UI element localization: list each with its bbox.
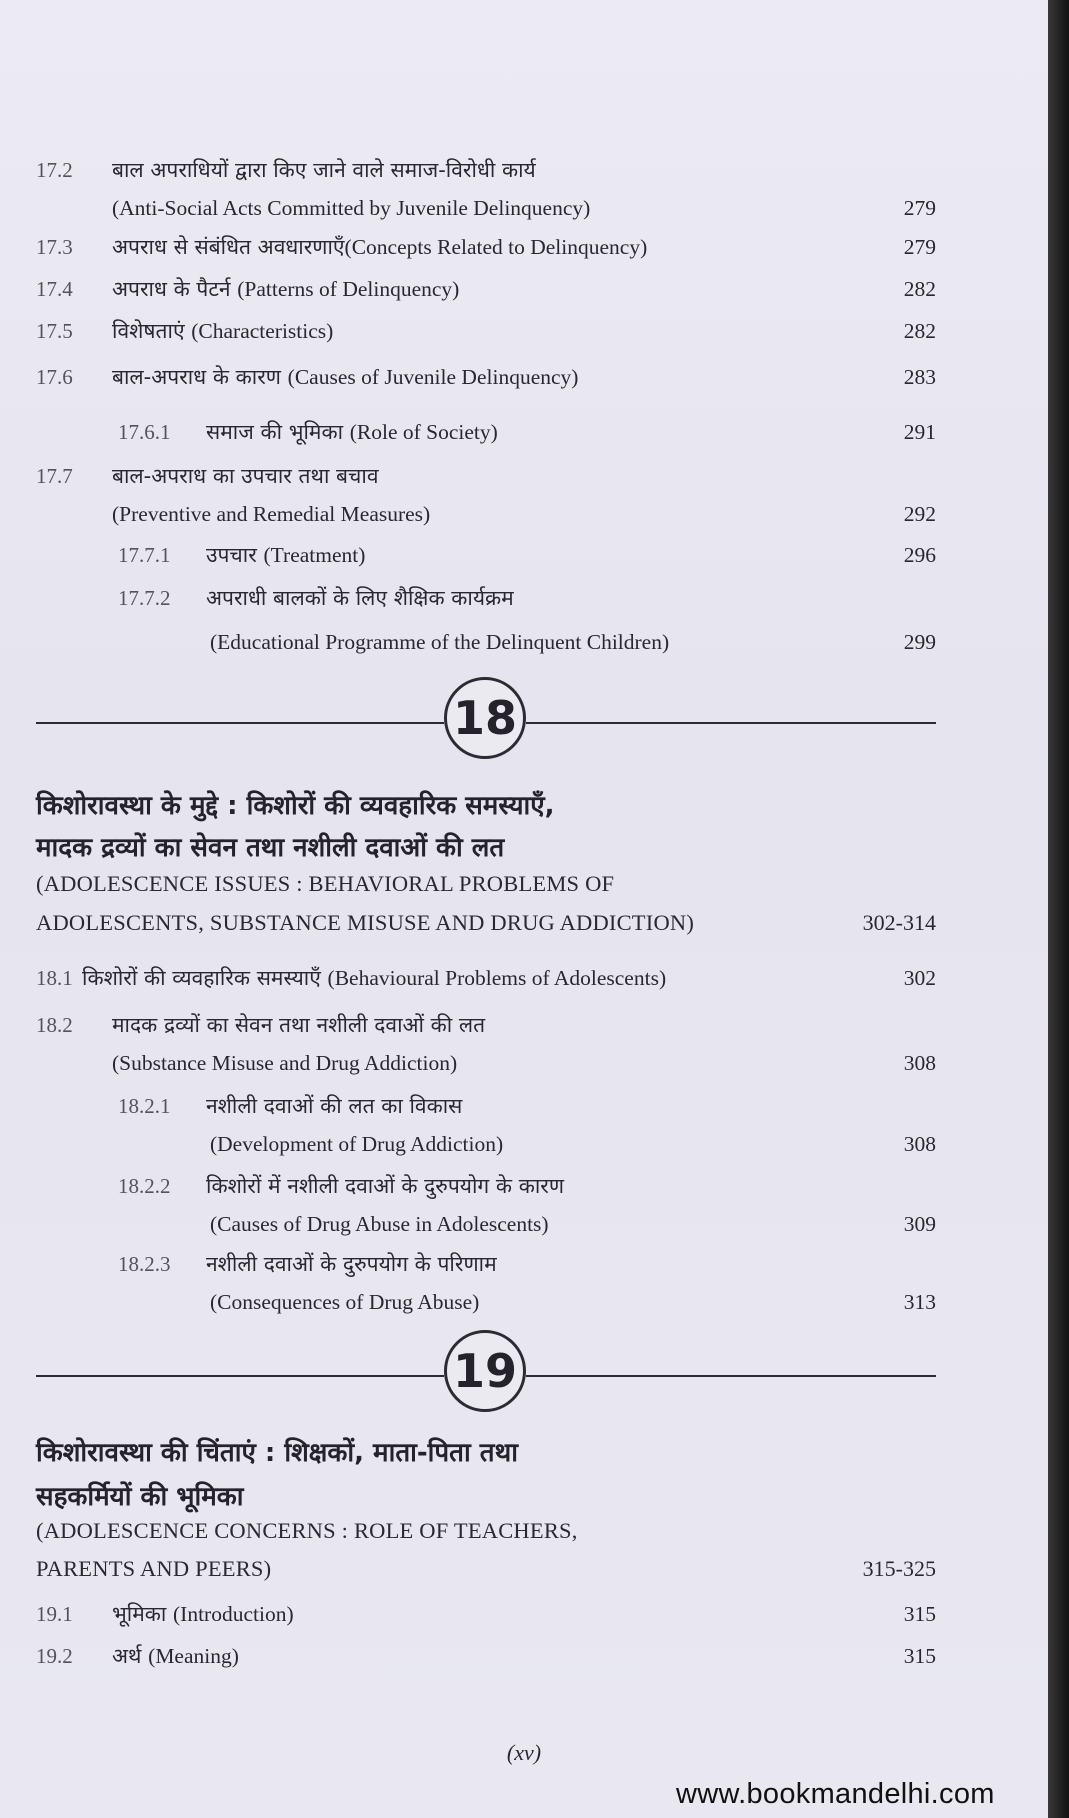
- entry-number: 17.4: [36, 277, 73, 301]
- entry-title-english: (Causes of Juvenile Delinquency): [287, 365, 579, 389]
- chapter-title-hindi: मादक द्रव्यों का सेवन तथा नशीली दवाओं की लत: [36, 833, 505, 863]
- entry-page-number: 291: [903, 420, 936, 444]
- entry-page-number: 283: [903, 365, 936, 389]
- entry-title-english: (Consequences of Drug Abuse): [210, 1290, 480, 1314]
- entry-page-number: 299: [903, 630, 936, 654]
- entry-page-number: 309: [903, 1212, 936, 1236]
- entry-title-hindi: भूमिका: [112, 1602, 167, 1626]
- entry-title-english: (Educational Programme of the Delinquent Children): [210, 630, 670, 654]
- chapter-title-english: (ADOLESCENCE ISSUES : BEHAVIORAL PROBLEMS OF: [36, 871, 615, 896]
- entry-page-number: 282: [903, 277, 936, 301]
- entry-title-english: (Behavioural Problems of Adolescents): [327, 966, 667, 990]
- entry-number: 17.7.1: [118, 543, 171, 567]
- toc-entry: [0, 494, 1048, 534]
- toc-entry: [0, 150, 1048, 190]
- entry-page-number: 315: [903, 1602, 936, 1626]
- entry-title-english: (Treatment): [263, 543, 366, 567]
- entry-title-english: (Characteristics): [191, 319, 334, 343]
- entry-page-number: 308: [903, 1132, 936, 1156]
- chapter-title-english: PARENTS AND PEERS): [36, 1556, 272, 1581]
- chapter-title-hindi: किशोरावस्था की चिंताएं : शिक्षकों, माता-पिता तथा: [36, 1438, 518, 1468]
- chapter-divider: [36, 677, 936, 763]
- toc-entry: [0, 622, 1048, 662]
- toc-entry: [0, 1124, 1048, 1164]
- chapter-title-hindi: किशोरावस्था के मुद्दे : किशोरों की व्यवहारिक समस्याएँ,: [36, 791, 555, 821]
- entry-title-english: (Causes of Drug Abuse in Adolescents): [210, 1212, 549, 1236]
- entry-title-hindi: बाल-अपराध का उपचार तथा बचाव: [112, 464, 379, 488]
- entry-number: 17.3: [36, 235, 73, 259]
- entry-page-number: 315: [903, 1644, 936, 1668]
- toc-entry: [0, 227, 1048, 267]
- entry-number: 19.1: [36, 1602, 73, 1626]
- entry-number: 18.2: [36, 1013, 73, 1037]
- toc-entry: [0, 1204, 1048, 1244]
- entry-number: 18.2.3: [118, 1252, 171, 1276]
- chapter-number-badge: 19: [444, 1330, 526, 1412]
- entry-number: 17.2: [36, 158, 73, 182]
- entry-page-number: 308: [903, 1051, 936, 1075]
- entry-title-hindi: बाल-अपराध के कारण: [112, 365, 281, 389]
- toc-entry: [0, 269, 1048, 309]
- watermark-url: www.bookmandelhi.com: [676, 1778, 995, 1810]
- toc-entry: [0, 1282, 1048, 1322]
- toc-entry: [0, 1244, 1048, 1284]
- entry-number: 19.2: [36, 1644, 73, 1668]
- entry-title-english: (Anti-Social Acts Committed by Juvenile Delinquency): [112, 196, 591, 220]
- entry-title-hindi: नशीली दवाओं के दुरुपयोग के परिणाम: [206, 1252, 497, 1276]
- entry-number: 18.2.2: [118, 1174, 171, 1198]
- entry-number: 17.6.1: [118, 420, 171, 444]
- entry-page-number: 282: [903, 319, 936, 343]
- divider-line-left: [36, 722, 444, 724]
- entry-page-number: 296: [903, 543, 936, 567]
- toc-entry: [0, 578, 1048, 618]
- entry-number: 17.7: [36, 464, 73, 488]
- page-folio: (xv): [506, 1740, 542, 1765]
- divider-line-right: [526, 1375, 936, 1377]
- toc-entry: [0, 958, 1048, 998]
- chapter-number-badge: 18: [444, 677, 526, 759]
- entry-title-hindi: विशेषताएं: [112, 319, 185, 343]
- divider-line-left: [36, 1375, 444, 1377]
- toc-entry: [0, 1005, 1048, 1045]
- toc-entry: [0, 412, 1048, 452]
- entry-title-hindi: अपराध से संबंधित अवधारणाएँ: [112, 235, 345, 259]
- entry-title-hindi: नशीली दवाओं की लत का विकास: [206, 1094, 463, 1118]
- entry-page-number: 313: [903, 1290, 936, 1314]
- entry-title-english: (Concepts Related to Delinquency): [344, 235, 648, 259]
- chapter-divider: [36, 1330, 936, 1416]
- entry-title-english: (Patterns of Delinquency): [237, 277, 460, 301]
- entry-title-hindi: किशोरों में नशीली दवाओं के दुरुपयोग के कारण: [206, 1174, 565, 1198]
- toc-entry: [0, 357, 1048, 397]
- toc-entry: [0, 1594, 1048, 1634]
- toc-entry: [0, 311, 1048, 351]
- toc-entry: [0, 1086, 1048, 1126]
- entry-title-hindi: अर्थ: [112, 1644, 142, 1668]
- chapter-page-range: 315-325: [862, 1556, 936, 1581]
- entry-title-english: (Meaning): [148, 1644, 239, 1668]
- chapter-page-range: 302-314: [862, 910, 936, 935]
- entry-title-hindi: मादक द्रव्यों का सेवन तथा नशीली दवाओं की लत: [112, 1013, 486, 1037]
- entry-number: 18.1: [36, 966, 73, 990]
- entry-title-hindi: उपचार: [206, 543, 257, 567]
- entry-title-english: (Introduction): [173, 1602, 294, 1626]
- chapter-title-english: ADOLESCENTS, SUBSTANCE MISUSE AND DRUG ADDICTION): [36, 910, 695, 935]
- entry-page-number: 302: [903, 966, 936, 990]
- toc-entry: [0, 535, 1048, 575]
- toc-entry: [0, 1166, 1048, 1206]
- entry-title-english: (Preventive and Remedial Measures): [112, 502, 431, 526]
- toc-entry: [0, 1043, 1048, 1083]
- entry-title-english: (Development of Drug Addiction): [210, 1132, 504, 1156]
- entry-title-hindi: अपराधी बालकों के लिए शैक्षिक कार्यक्रम: [206, 586, 514, 610]
- entry-title-english: (Substance Misuse and Drug Addiction): [112, 1051, 458, 1075]
- entry-number: 17.5: [36, 319, 73, 343]
- chapter-title-hindi: सहकर्मियों की भूमिका: [36, 1482, 244, 1512]
- entry-title-hindi: समाज की भूमिका: [206, 420, 344, 444]
- entry-number: 17.6: [36, 365, 73, 389]
- page-edge-shadow: [1048, 0, 1069, 1818]
- toc-entry: [0, 1636, 1048, 1676]
- divider-line-right: [526, 722, 936, 724]
- chapter-title-english: (ADOLESCENCE CONCERNS : ROLE OF TEACHERS,: [36, 1518, 578, 1543]
- entry-title-english: (Role of Society): [349, 420, 498, 444]
- entry-title-hindi: बाल अपराधियों द्वारा किए जाने वाले समाज-विरोधी कार्य: [112, 158, 536, 182]
- entry-page-number: 279: [903, 235, 936, 259]
- entry-page-number: 292: [903, 502, 936, 526]
- toc-entry: [0, 188, 1048, 228]
- entry-number: 18.2.1: [118, 1094, 171, 1118]
- entry-number: 17.7.2: [118, 586, 171, 610]
- toc-entry: [0, 456, 1048, 496]
- entry-title-hindi: अपराध के पैटर्न: [112, 277, 231, 301]
- entry-page-number: 279: [903, 196, 936, 220]
- entry-title-hindi: किशोरों की व्यवहारिक समस्याएँ: [82, 966, 321, 990]
